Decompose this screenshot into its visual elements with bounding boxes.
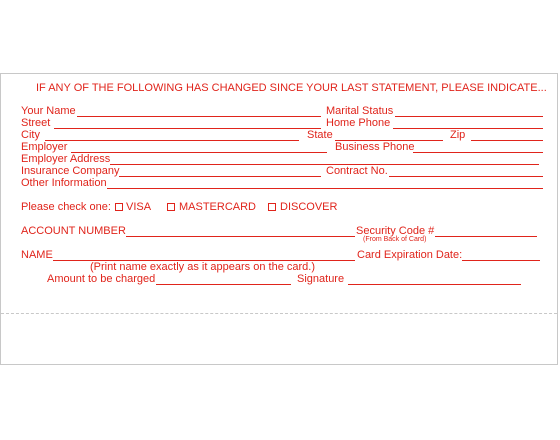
employer-address-field[interactable]: [110, 164, 539, 165]
mastercard-checkbox[interactable]: [167, 203, 175, 211]
visa-checkbox[interactable]: [115, 203, 123, 211]
form-header: IF ANY OF THE FOLLOWING HAS CHANGED SINCE YOUR LAST STATEMENT, PLEASE INDICATE...: [36, 82, 547, 94]
security-code-field[interactable]: [435, 236, 537, 237]
insurance-company-label: Insurance Company: [21, 165, 120, 177]
street-field[interactable]: [54, 128, 321, 129]
discover-checkbox[interactable]: [268, 203, 276, 211]
expiration-field[interactable]: [462, 260, 540, 261]
marital-status-label: Marital Status: [326, 105, 394, 117]
perforation-line: [1, 313, 557, 314]
employer-address-label: Employer Address: [21, 153, 111, 165]
business-phone-field[interactable]: [413, 152, 543, 153]
signature-label: Signature: [297, 273, 345, 285]
other-information-label: Other Information: [21, 177, 107, 189]
mastercard-label: MASTERCARD: [179, 201, 257, 213]
employer-label: Employer: [21, 141, 68, 153]
security-code-note: (From Back of Card): [363, 236, 427, 243]
contract-no-field[interactable]: [389, 176, 543, 177]
business-phone-label: Business Phone: [335, 141, 415, 153]
signature-field[interactable]: [348, 284, 521, 285]
city-field[interactable]: [45, 140, 299, 141]
insurance-company-field[interactable]: [119, 176, 321, 177]
expiration-label: Card Expiration Date:: [357, 249, 463, 261]
visa-label: VISA: [126, 201, 152, 213]
street-label: Street: [21, 117, 51, 129]
zip-label: Zip: [450, 129, 466, 141]
home-phone-field[interactable]: [393, 128, 543, 129]
marital-status-field[interactable]: [395, 116, 543, 117]
amount-label: Amount to be charged: [47, 273, 156, 285]
home-phone-label: Home Phone: [326, 117, 391, 129]
account-number-field[interactable]: [126, 236, 355, 237]
discover-label: DISCOVER: [280, 201, 338, 213]
name-note: (Print name exactly as it appears on the card.): [90, 261, 315, 273]
name-label: NAME: [21, 249, 53, 261]
account-number-label: ACCOUNT NUMBER: [21, 225, 126, 237]
statement-change-form: [0, 73, 558, 365]
amount-field[interactable]: [156, 284, 291, 285]
your-name-field[interactable]: [77, 116, 321, 117]
contract-no-label: Contract No.: [326, 165, 388, 177]
check-one-prompt: Please check one:: [21, 201, 111, 213]
state-label: State: [307, 129, 333, 141]
your-name-label: Your Name: [21, 105, 76, 117]
city-label: City: [21, 129, 40, 141]
other-information-field[interactable]: [107, 188, 543, 189]
zip-field[interactable]: [471, 140, 543, 141]
security-code-label: Security Code #: [356, 225, 435, 237]
